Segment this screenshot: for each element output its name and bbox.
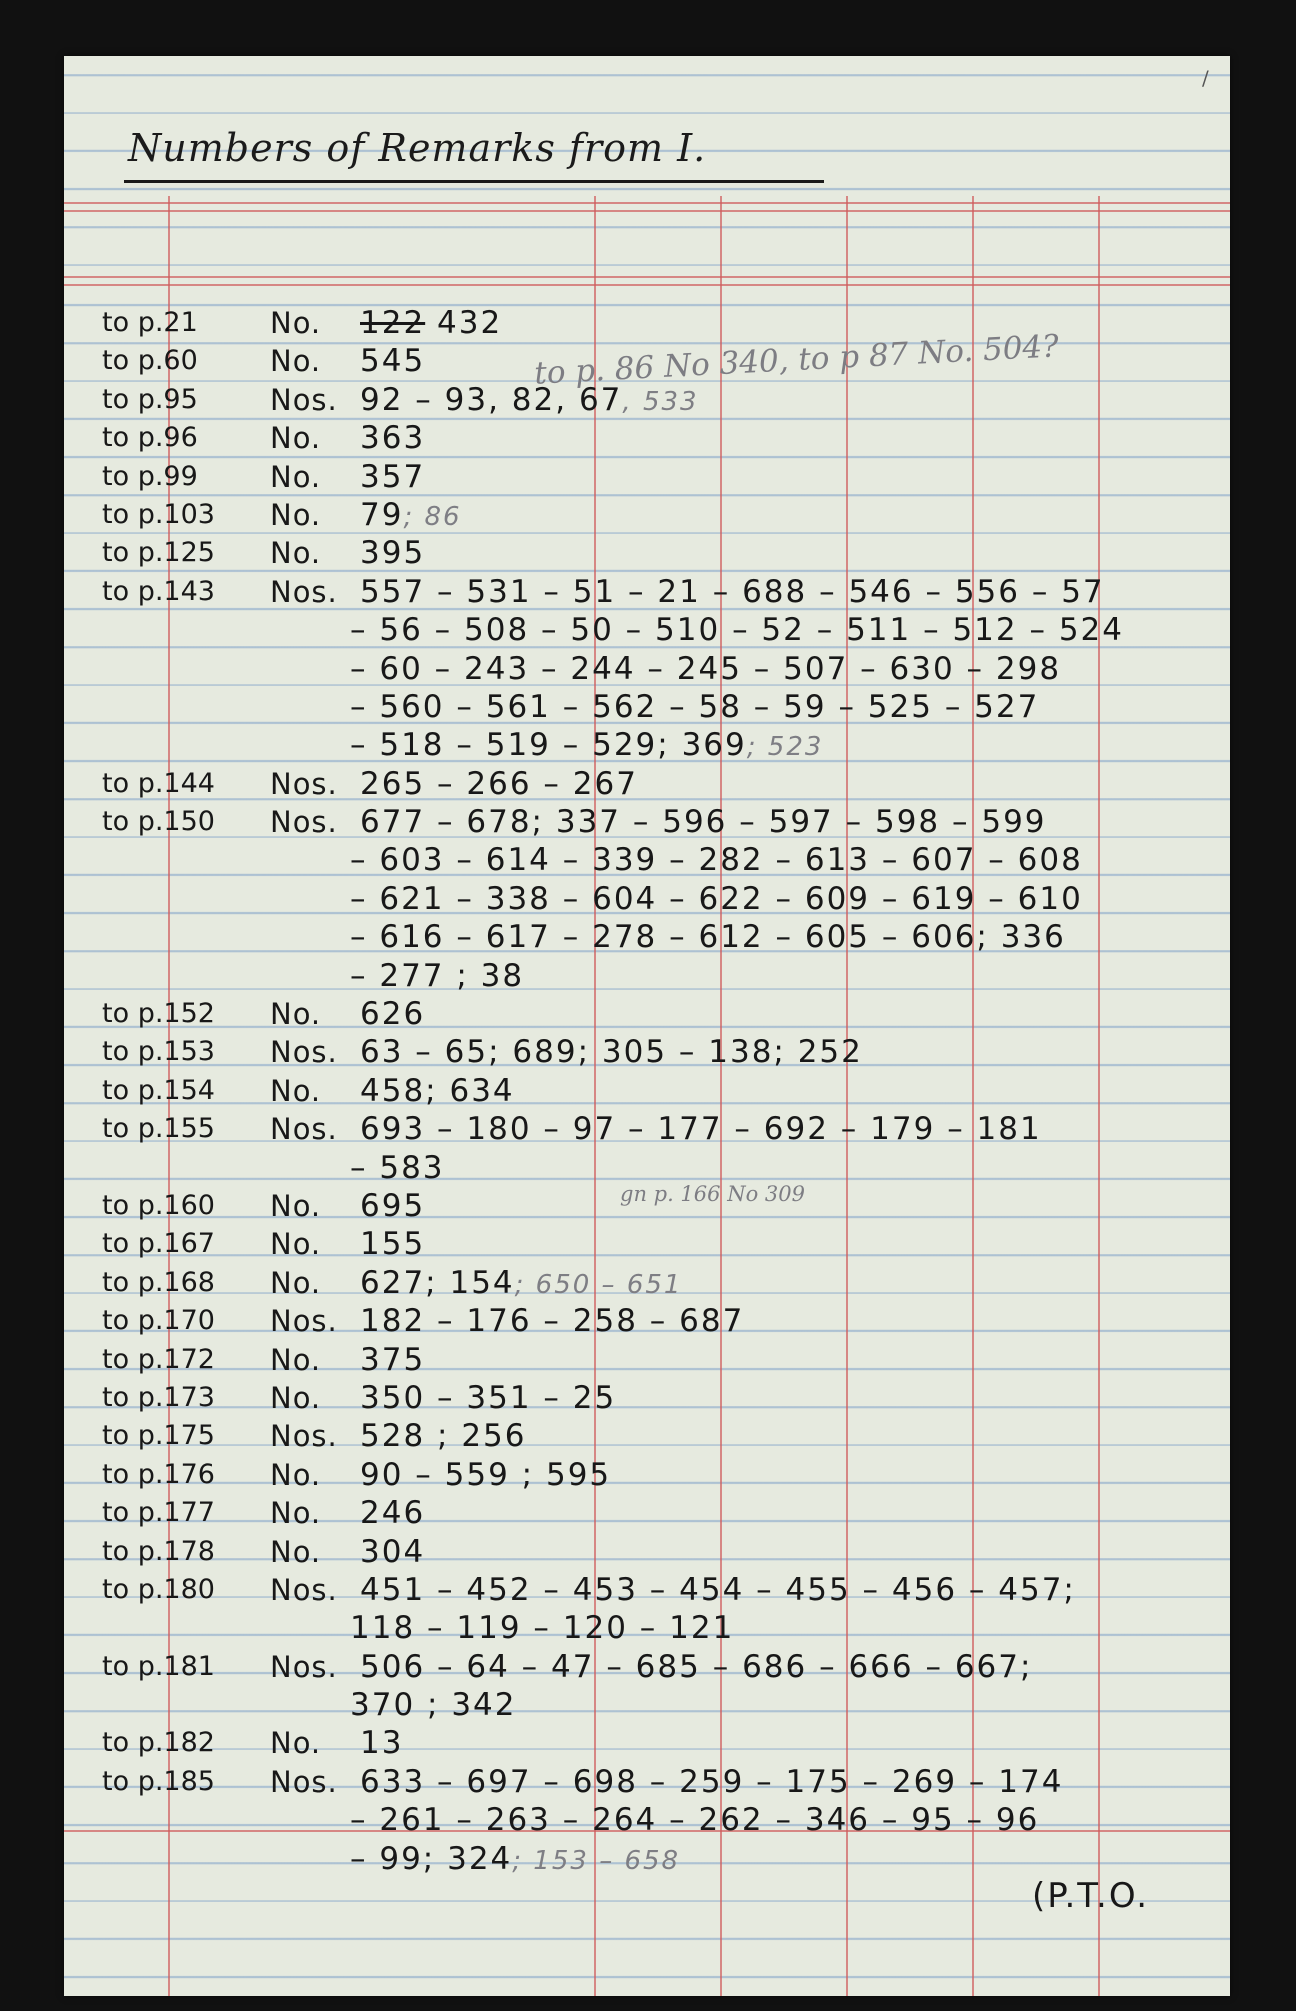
header-rule: [64, 210, 1230, 212]
numbers-text: 633 – 697 – 698 – 259 – 175 – 269 – 174: [360, 1763, 1064, 1800]
remark-entry: [64, 458, 1230, 496]
remark-entry: [64, 1763, 1230, 1878]
remark-numbers: [360, 304, 502, 342]
entry-first-line: [64, 1072, 1230, 1110]
numbers-text: 363: [360, 420, 426, 457]
pencil-note: to p. 86 No 340, to p 87 No. 504?: [533, 328, 1060, 392]
number-label: No.: [270, 1457, 322, 1492]
numbers-text: 557 – 531 – 51 – 21 – 688 – 546 – 556 – 57: [360, 573, 1105, 610]
numbers-text: 626: [360, 996, 426, 1033]
number-label: No.: [270, 1073, 322, 1108]
entry-first-line: [64, 1417, 1230, 1455]
page-reference: to p.172: [102, 1343, 215, 1375]
remark-entry: [64, 419, 1230, 457]
remark-numbers: [360, 458, 425, 496]
remark-numbers: [350, 650, 1061, 688]
entry-first-line: [64, 1648, 1230, 1686]
page-reference: to p.181: [102, 1650, 215, 1682]
pencil-addition: ; 86: [403, 501, 462, 532]
remark-numbers: [360, 803, 1047, 841]
corner-mark: /: [1202, 66, 1209, 90]
pto-mark: (P.T.O.: [1032, 1876, 1150, 1916]
remark-numbers: [360, 1187, 425, 1225]
entry-first-line: [64, 1033, 1230, 1071]
page-reference: to p.125: [102, 537, 215, 569]
entry-continuation-line: [64, 1840, 1230, 1878]
page-reference: to p.160: [102, 1189, 215, 1221]
remark-numbers: [360, 1763, 1063, 1801]
number-label: Nos.: [270, 766, 338, 801]
number-label: No.: [270, 497, 322, 532]
remark-numbers: [360, 419, 425, 457]
remark-numbers: [360, 1533, 425, 1571]
numbers-text: 79: [360, 496, 404, 533]
number-label: No.: [270, 1342, 322, 1377]
number-label: Nos.: [270, 1112, 338, 1147]
remark-numbers: [360, 1571, 1076, 1609]
entry-continuation-line: [64, 726, 1230, 764]
remark-numbers: [360, 1341, 425, 1379]
page-reference: to p.176: [102, 1458, 215, 1490]
number-label: No.: [270, 1227, 322, 1262]
remark-numbers: [360, 995, 425, 1033]
entry-continuation-line: [64, 918, 1230, 956]
page-reference: to p.60: [102, 345, 198, 377]
numbers-text: 695: [360, 1187, 426, 1224]
page-title: Numbers of Remarks from I.: [128, 126, 707, 170]
number-label: No.: [270, 459, 322, 494]
numbers-text: 627; 154: [360, 1264, 515, 1301]
remark-numbers: [350, 1609, 734, 1647]
numbers-text: 92 – 93, 82, 67: [360, 381, 623, 418]
remark-numbers: [360, 573, 1105, 611]
title-underline: [124, 180, 824, 183]
remark-entry: [64, 1264, 1230, 1302]
number-label: Nos.: [270, 1572, 338, 1607]
numbers-text: 118 – 119 – 120 – 121: [350, 1610, 735, 1647]
entry-first-line: [64, 381, 1230, 419]
numbers-text: – 560 – 561 – 562 – 58 – 59 – 525 – 527: [350, 688, 1040, 725]
remarks-list: [64, 304, 1230, 1878]
number-label: No.: [270, 1726, 322, 1761]
remark-entry: [64, 534, 1230, 572]
numbers-text: 265 – 266 – 267: [360, 765, 638, 802]
entry-continuation-line: [64, 841, 1230, 879]
ledger-page: [64, 56, 1230, 1996]
number-label: Nos.: [270, 1419, 338, 1454]
page-reference: to p.170: [102, 1305, 215, 1337]
remark-numbers: [350, 918, 1066, 956]
numbers-text: – 583: [350, 1149, 445, 1186]
remark-numbers: [360, 1264, 682, 1304]
remark-numbers: [350, 957, 524, 995]
entry-first-line: [64, 458, 1230, 496]
numbers-text: 90 – 559 ; 595: [360, 1456, 612, 1493]
number-label: No.: [270, 1534, 322, 1569]
remark-numbers: [360, 1648, 1032, 1686]
remark-numbers: [350, 1801, 1039, 1839]
numbers-text: 528 ; 256: [360, 1418, 527, 1455]
remark-numbers: [360, 1072, 515, 1110]
remark-entry: [64, 1456, 1230, 1494]
entry-first-line: [64, 1763, 1230, 1801]
numbers-text: 370 ; 342: [350, 1687, 517, 1724]
page-reference: to p.103: [102, 498, 215, 530]
remark-entry: [64, 1225, 1230, 1263]
number-label: Nos.: [270, 805, 338, 840]
page-reference: to p.144: [102, 767, 215, 799]
pencil-addition: ; 523: [746, 732, 824, 763]
remark-entry: [64, 1533, 1230, 1571]
entry-first-line: [64, 1341, 1230, 1379]
page-reference: to p.154: [102, 1074, 215, 1106]
entry-first-line: [64, 1379, 1230, 1417]
remark-numbers: [350, 1840, 680, 1880]
numbers-text: – 99; 324: [350, 1840, 513, 1877]
entry-first-line: [64, 573, 1230, 611]
header-rule: [64, 284, 1230, 286]
remark-entry: [64, 1724, 1230, 1762]
page-reference: to p.175: [102, 1420, 215, 1452]
numbers-text: – 518 – 519 – 529; 369: [350, 727, 747, 764]
numbers-text: 395: [360, 535, 426, 572]
entry-continuation-line: [64, 1609, 1230, 1647]
remark-entry: [64, 803, 1230, 995]
entry-continuation-line: [64, 957, 1230, 995]
page-reference: to p.185: [102, 1765, 215, 1797]
entry-first-line: [64, 1494, 1230, 1532]
remark-numbers: [360, 1456, 611, 1494]
page-reference: to p.153: [102, 1036, 215, 1068]
number-label: Nos.: [270, 1035, 338, 1070]
remark-numbers: [360, 1724, 403, 1762]
entry-continuation-line: [64, 1686, 1230, 1724]
page-reference: to p.173: [102, 1381, 215, 1413]
numbers-text: – 603 – 614 – 339 – 282 – 613 – 607 – 608: [350, 842, 1083, 879]
number-label: No.: [270, 421, 322, 456]
numbers-text: 13: [360, 1725, 404, 1762]
numbers-text: – 616 – 617 – 278 – 612 – 605 – 606; 336: [350, 919, 1066, 956]
entry-first-line: [64, 1264, 1230, 1302]
entry-continuation-line: [64, 650, 1230, 688]
numbers-text: 677 – 678; 337 – 596 – 597 – 598 – 599: [360, 804, 1047, 841]
remark-entry: [64, 765, 1230, 803]
remark-numbers: [350, 726, 823, 766]
remark-numbers: [360, 496, 462, 536]
entry-continuation-line: [64, 1801, 1230, 1839]
remark-entry: [64, 1110, 1230, 1187]
number-label: Nos.: [270, 574, 338, 609]
remark-numbers: [350, 841, 1083, 879]
pencil-note: gn p. 166 No 309: [620, 1182, 805, 1206]
numbers-text: 545: [360, 343, 426, 380]
entry-first-line: [64, 765, 1230, 803]
page-reference: to p.152: [102, 998, 215, 1030]
page-reference: to p.155: [102, 1113, 215, 1145]
entry-first-line: [64, 1225, 1230, 1263]
remark-entry: [64, 1072, 1230, 1110]
numbers-text: 506 – 64 – 47 – 685 – 686 – 666 – 667;: [360, 1648, 1033, 1685]
entry-first-line: [64, 419, 1230, 457]
number-label: No.: [270, 1188, 322, 1223]
number-label: No.: [270, 536, 322, 571]
pencil-addition: , 533: [622, 386, 699, 417]
entry-first-line: [64, 1571, 1230, 1609]
numbers-text: 458; 634: [360, 1072, 515, 1109]
number-label: No.: [270, 306, 322, 340]
pencil-addition: ; 153 – 658: [512, 1845, 681, 1876]
entry-first-line: [64, 1110, 1230, 1148]
remark-entry: [64, 381, 1230, 419]
numbers-text: 182 – 176 – 258 – 687: [360, 1303, 745, 1340]
page-reference: to p.167: [102, 1228, 215, 1260]
remark-entry: [64, 995, 1230, 1033]
remark-numbers: [360, 381, 699, 421]
remark-entry: [64, 496, 1230, 534]
remark-numbers: [360, 1110, 1042, 1148]
numbers-text: – 621 – 338 – 604 – 622 – 609 – 619 – 610: [350, 880, 1083, 917]
entry-continuation-line: [64, 611, 1230, 649]
numbers-text: 155: [360, 1226, 426, 1263]
remark-entry: [64, 1379, 1230, 1417]
page-reference: to p.21: [102, 307, 198, 338]
entry-continuation-line: [64, 688, 1230, 726]
number-label: Nos.: [270, 1304, 338, 1339]
number-label: No.: [270, 1380, 322, 1415]
remark-numbers: [360, 1225, 425, 1263]
page-reference: to p.182: [102, 1727, 215, 1759]
header-rule: [64, 276, 1230, 278]
remark-entry: [64, 573, 1230, 765]
number-label: No.: [270, 1265, 322, 1300]
numbers-text: 246: [360, 1495, 426, 1532]
remark-numbers: [360, 1417, 527, 1455]
numbers-text: 432: [437, 305, 503, 341]
page-reference: to p.177: [102, 1497, 215, 1529]
remark-numbers: [350, 1686, 517, 1724]
remark-numbers: [350, 1149, 445, 1187]
numbers-text: 63 – 65; 689; 305 – 138; 252: [360, 1034, 863, 1071]
remark-entry: [64, 1417, 1230, 1455]
numbers-text: 375: [360, 1341, 426, 1378]
struck-number: 122: [360, 305, 426, 341]
page-reference: to p.150: [102, 806, 215, 838]
entry-first-line: [64, 803, 1230, 841]
entry-first-line: [64, 1724, 1230, 1762]
remark-entry: [64, 1033, 1230, 1071]
remark-entry: [64, 1648, 1230, 1725]
entry-first-line: [64, 995, 1230, 1033]
remark-numbers: [350, 880, 1083, 918]
entry-first-line: [64, 1302, 1230, 1340]
page-reference: to p.96: [102, 422, 198, 454]
number-label: No.: [270, 344, 322, 379]
remark-numbers: [350, 688, 1039, 726]
entry-first-line: [64, 534, 1230, 572]
page-reference: to p.180: [102, 1573, 215, 1605]
remark-numbers: [360, 1379, 616, 1417]
page-reference: to p.168: [102, 1266, 215, 1298]
remark-numbers: [360, 1033, 863, 1071]
numbers-text: 357: [360, 458, 426, 495]
remark-numbers: [350, 611, 1124, 649]
remark-numbers: [360, 1494, 425, 1532]
entry-first-line: [64, 1533, 1230, 1571]
numbers-text: 350 – 351 – 25: [360, 1379, 617, 1416]
number-label: No.: [270, 1496, 322, 1531]
entry-first-line: [64, 1456, 1230, 1494]
remark-numbers: [360, 1302, 744, 1340]
remark-entry: [64, 1571, 1230, 1648]
page-reference: to p.95: [102, 383, 198, 415]
header-rule: [64, 202, 1230, 204]
entry-continuation-line: [64, 880, 1230, 918]
numbers-text: – 261 – 263 – 264 – 262 – 346 – 95 – 96: [350, 1802, 1040, 1839]
numbers-text: 304: [360, 1533, 426, 1570]
remark-entry: [64, 1341, 1230, 1379]
number-label: No.: [270, 997, 322, 1032]
number-label: Nos.: [270, 382, 338, 417]
remark-numbers: [360, 765, 638, 803]
remark-entry: [64, 1494, 1230, 1532]
numbers-text: – 56 – 508 – 50 – 510 – 52 – 511 – 512 – 524: [350, 612, 1124, 649]
numbers-text: – 60 – 243 – 244 – 245 – 507 – 630 – 298: [350, 650, 1062, 687]
numbers-text: 693 – 180 – 97 – 177 – 692 – 179 – 181: [360, 1111, 1042, 1148]
numbers-text: 451 – 452 – 453 – 454 – 455 – 456 – 457;: [360, 1571, 1076, 1608]
remark-numbers: [360, 534, 425, 572]
page-reference: to p.99: [102, 460, 198, 492]
number-label: Nos.: [270, 1649, 338, 1684]
remark-numbers: [360, 342, 425, 380]
remark-entry: [64, 1302, 1230, 1340]
pencil-addition: ; 650 – 651: [514, 1269, 683, 1300]
numbers-text: – 277 ; 38: [350, 957, 525, 994]
number-label: Nos.: [270, 1764, 338, 1799]
entry-first-line: [64, 496, 1230, 534]
page-reference: to p.178: [102, 1535, 215, 1567]
page-reference: to p.143: [102, 575, 215, 607]
